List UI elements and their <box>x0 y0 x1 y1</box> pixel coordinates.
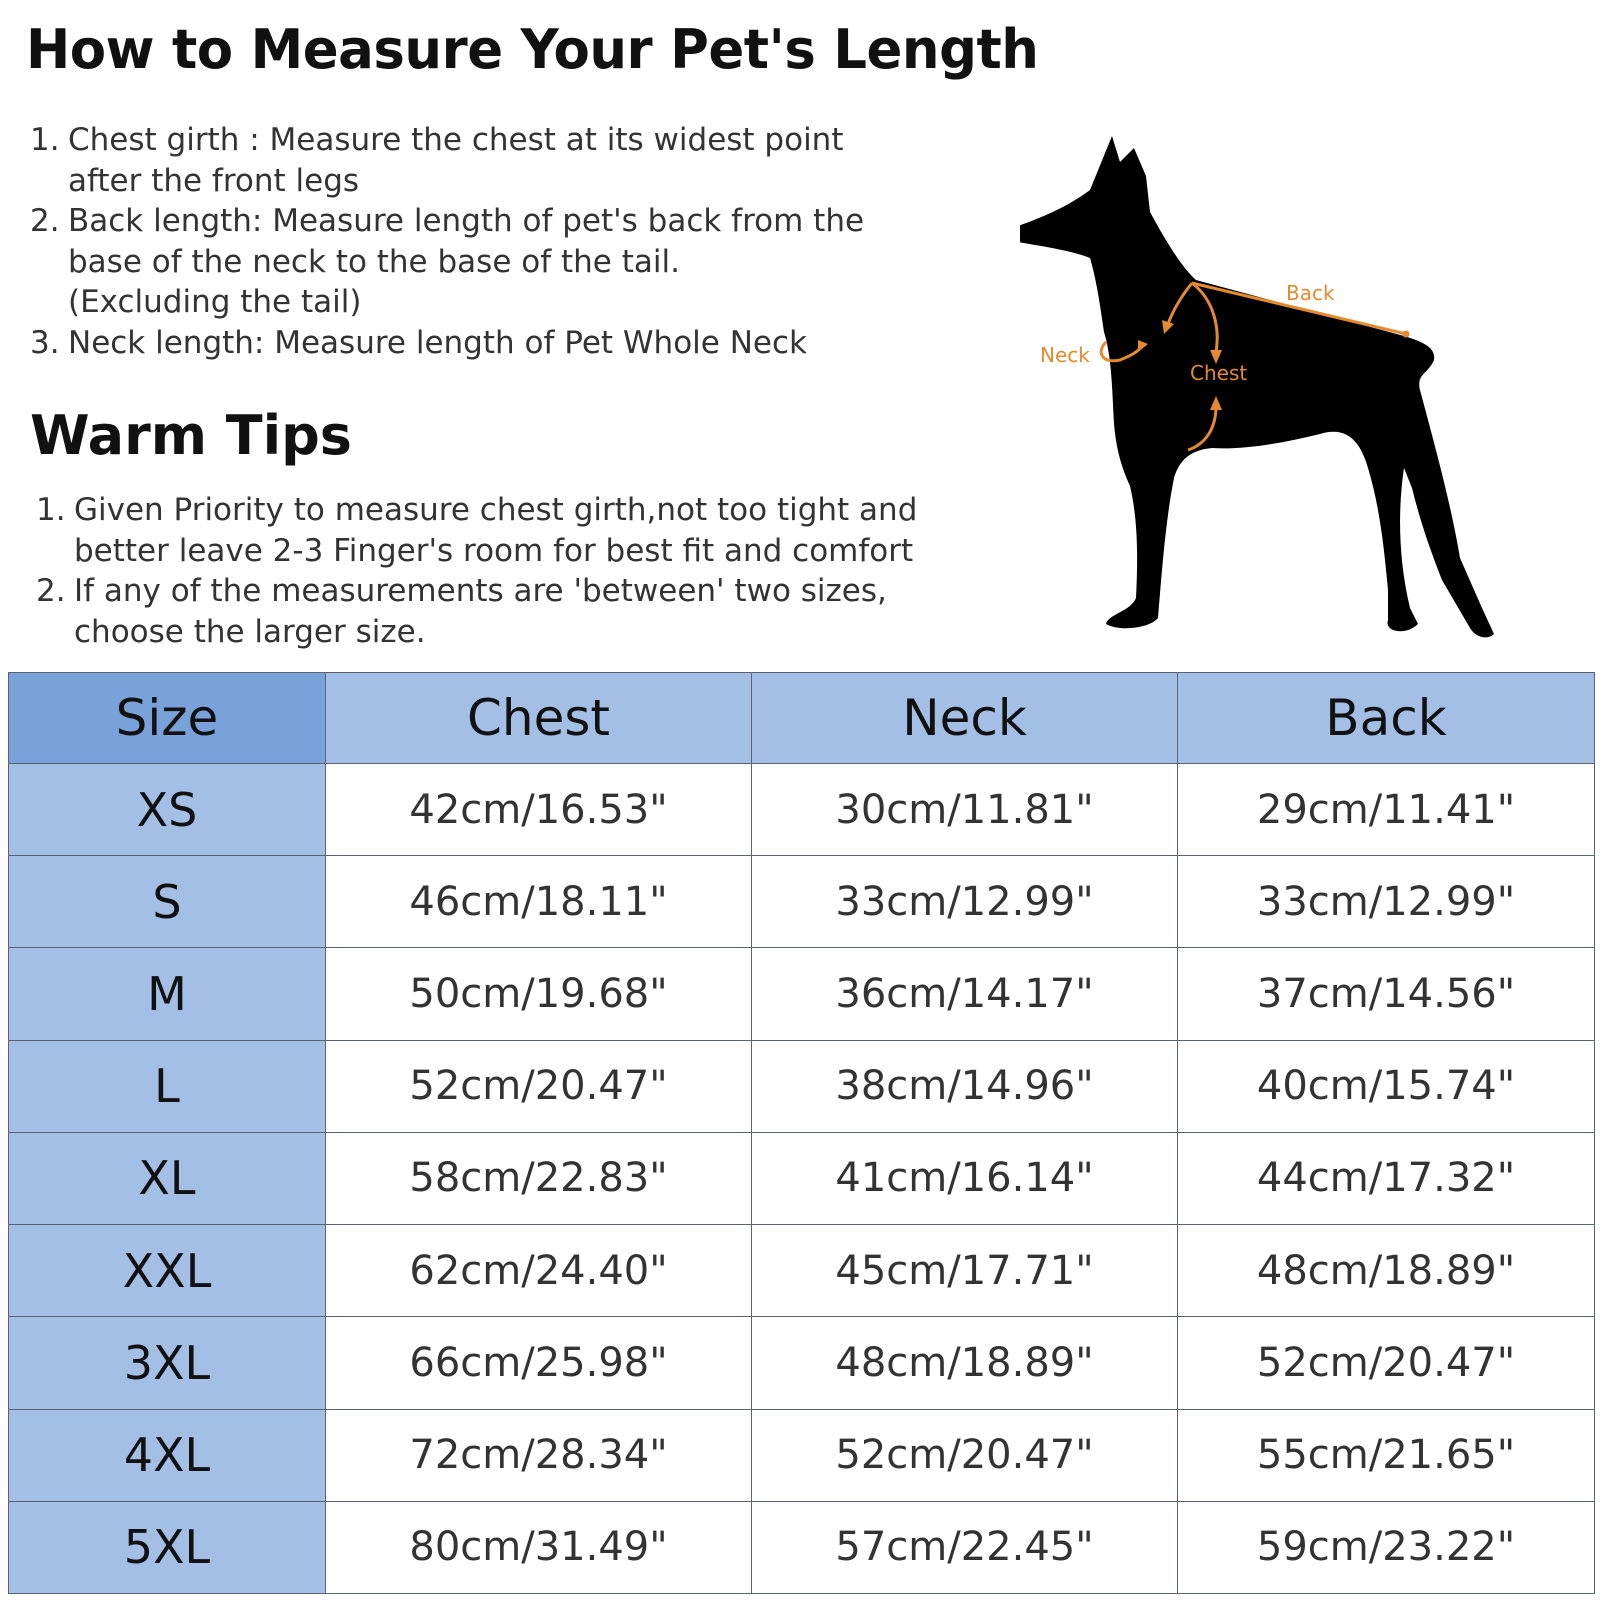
neck-cell: 41cm/16.14" <box>752 1132 1178 1224</box>
dog-silhouette <box>1020 136 1494 637</box>
header-neck: Neck <box>752 673 1178 764</box>
table-row <box>9 1225 1595 1317</box>
table-row <box>9 1409 1595 1501</box>
size-cell: 3XL <box>9 1317 326 1409</box>
back-cell: 52cm/20.47" <box>1178 1317 1595 1409</box>
tip-item <box>36 571 1026 652</box>
tip-number: 1. <box>36 492 66 528</box>
neck-cell: 52cm/20.47" <box>752 1409 1178 1501</box>
step-text: Chest girth : Measure the chest at its widest point after the front legs <box>68 122 844 199</box>
diagram-label-chest: Chest <box>1190 361 1248 385</box>
neck-cell: 57cm/22.45" <box>752 1501 1178 1593</box>
size-cell: XL <box>9 1132 326 1224</box>
back-cell: 44cm/17.32" <box>1178 1132 1595 1224</box>
diagram-label-neck: Neck <box>1040 343 1090 367</box>
size-cell: 4XL <box>9 1409 326 1501</box>
measure-steps-list <box>30 120 970 363</box>
chest-cell: 72cm/28.34" <box>326 1409 752 1501</box>
measure-step-neck <box>30 323 970 364</box>
table-row <box>9 1501 1595 1593</box>
size-cell: 5XL <box>9 1501 326 1593</box>
diagram-label-back: Back <box>1286 281 1335 305</box>
table-row <box>9 764 1595 856</box>
table-row <box>9 948 1595 1040</box>
tips-list <box>36 490 1026 652</box>
table-row <box>9 1132 1595 1224</box>
chest-cell: 50cm/19.68" <box>326 948 752 1040</box>
table-row <box>9 856 1595 948</box>
chest-cell: 52cm/20.47" <box>326 1040 752 1132</box>
back-cell: 48cm/18.89" <box>1178 1225 1595 1317</box>
step-number: 1. <box>30 122 60 158</box>
back-cell: 33cm/12.99" <box>1178 856 1595 948</box>
step-number: 3. <box>30 324 60 361</box>
tip-text: Given Priority to measure chest girth,not too tight and better leave 2-3 Finger's room for best fit and comfort <box>74 492 918 569</box>
table-row <box>9 1040 1595 1132</box>
step-number: 2. <box>30 203 60 239</box>
size-cell: L <box>9 1040 326 1132</box>
back-cell: 29cm/11.41" <box>1178 764 1595 856</box>
tip-item <box>36 490 1026 571</box>
tip-text: If any of the measurements are 'between' two sizes, choose the larger size. <box>74 573 887 650</box>
step-text: Neck length: Measure length of Pet Whole Neck <box>68 324 807 361</box>
page-title: How to Measure Your Pet's Length <box>26 18 1039 81</box>
measure-step-chest <box>30 120 970 201</box>
back-cell: 55cm/21.65" <box>1178 1409 1595 1501</box>
table-row <box>9 1317 1595 1409</box>
header-chest: Chest <box>326 673 752 764</box>
back-cell: 40cm/15.74" <box>1178 1040 1595 1132</box>
chest-cell: 80cm/31.49" <box>326 1501 752 1593</box>
tip-number: 2. <box>36 573 66 609</box>
header-back: Back <box>1178 673 1595 764</box>
size-cell: XS <box>9 764 326 856</box>
neck-cell: 33cm/12.99" <box>752 856 1178 948</box>
measure-step-back <box>30 201 970 323</box>
size-chart-table <box>8 672 1595 1594</box>
chest-cell: 46cm/18.11" <box>326 856 752 948</box>
tips-title: Warm Tips <box>30 404 352 467</box>
neck-cell: 48cm/18.89" <box>752 1317 1178 1409</box>
neck-cell: 38cm/14.96" <box>752 1040 1178 1132</box>
size-cell: M <box>9 948 326 1040</box>
back-cell: 59cm/23.22" <box>1178 1501 1595 1593</box>
dog-measurement-diagram <box>1020 128 1540 658</box>
size-cell: S <box>9 856 326 948</box>
neck-cell: 36cm/14.17" <box>752 948 1178 1040</box>
table-header-row <box>9 673 1595 764</box>
back-end-dot <box>1403 331 1410 338</box>
chest-cell: 62cm/24.40" <box>326 1225 752 1317</box>
chest-cell: 42cm/16.53" <box>326 764 752 856</box>
neck-cell: 45cm/17.71" <box>752 1225 1178 1317</box>
chest-cell: 58cm/22.83" <box>326 1132 752 1224</box>
neck-cell: 30cm/11.81" <box>752 764 1178 856</box>
header-size: Size <box>9 673 326 764</box>
step-text: Back length: Measure length of pet's back from the base of the neck to the base of the tail. (Excluding the tail) <box>68 203 865 320</box>
back-cell: 37cm/14.56" <box>1178 948 1595 1040</box>
chest-cell: 66cm/25.98" <box>326 1317 752 1409</box>
size-cell: XXL <box>9 1225 326 1317</box>
